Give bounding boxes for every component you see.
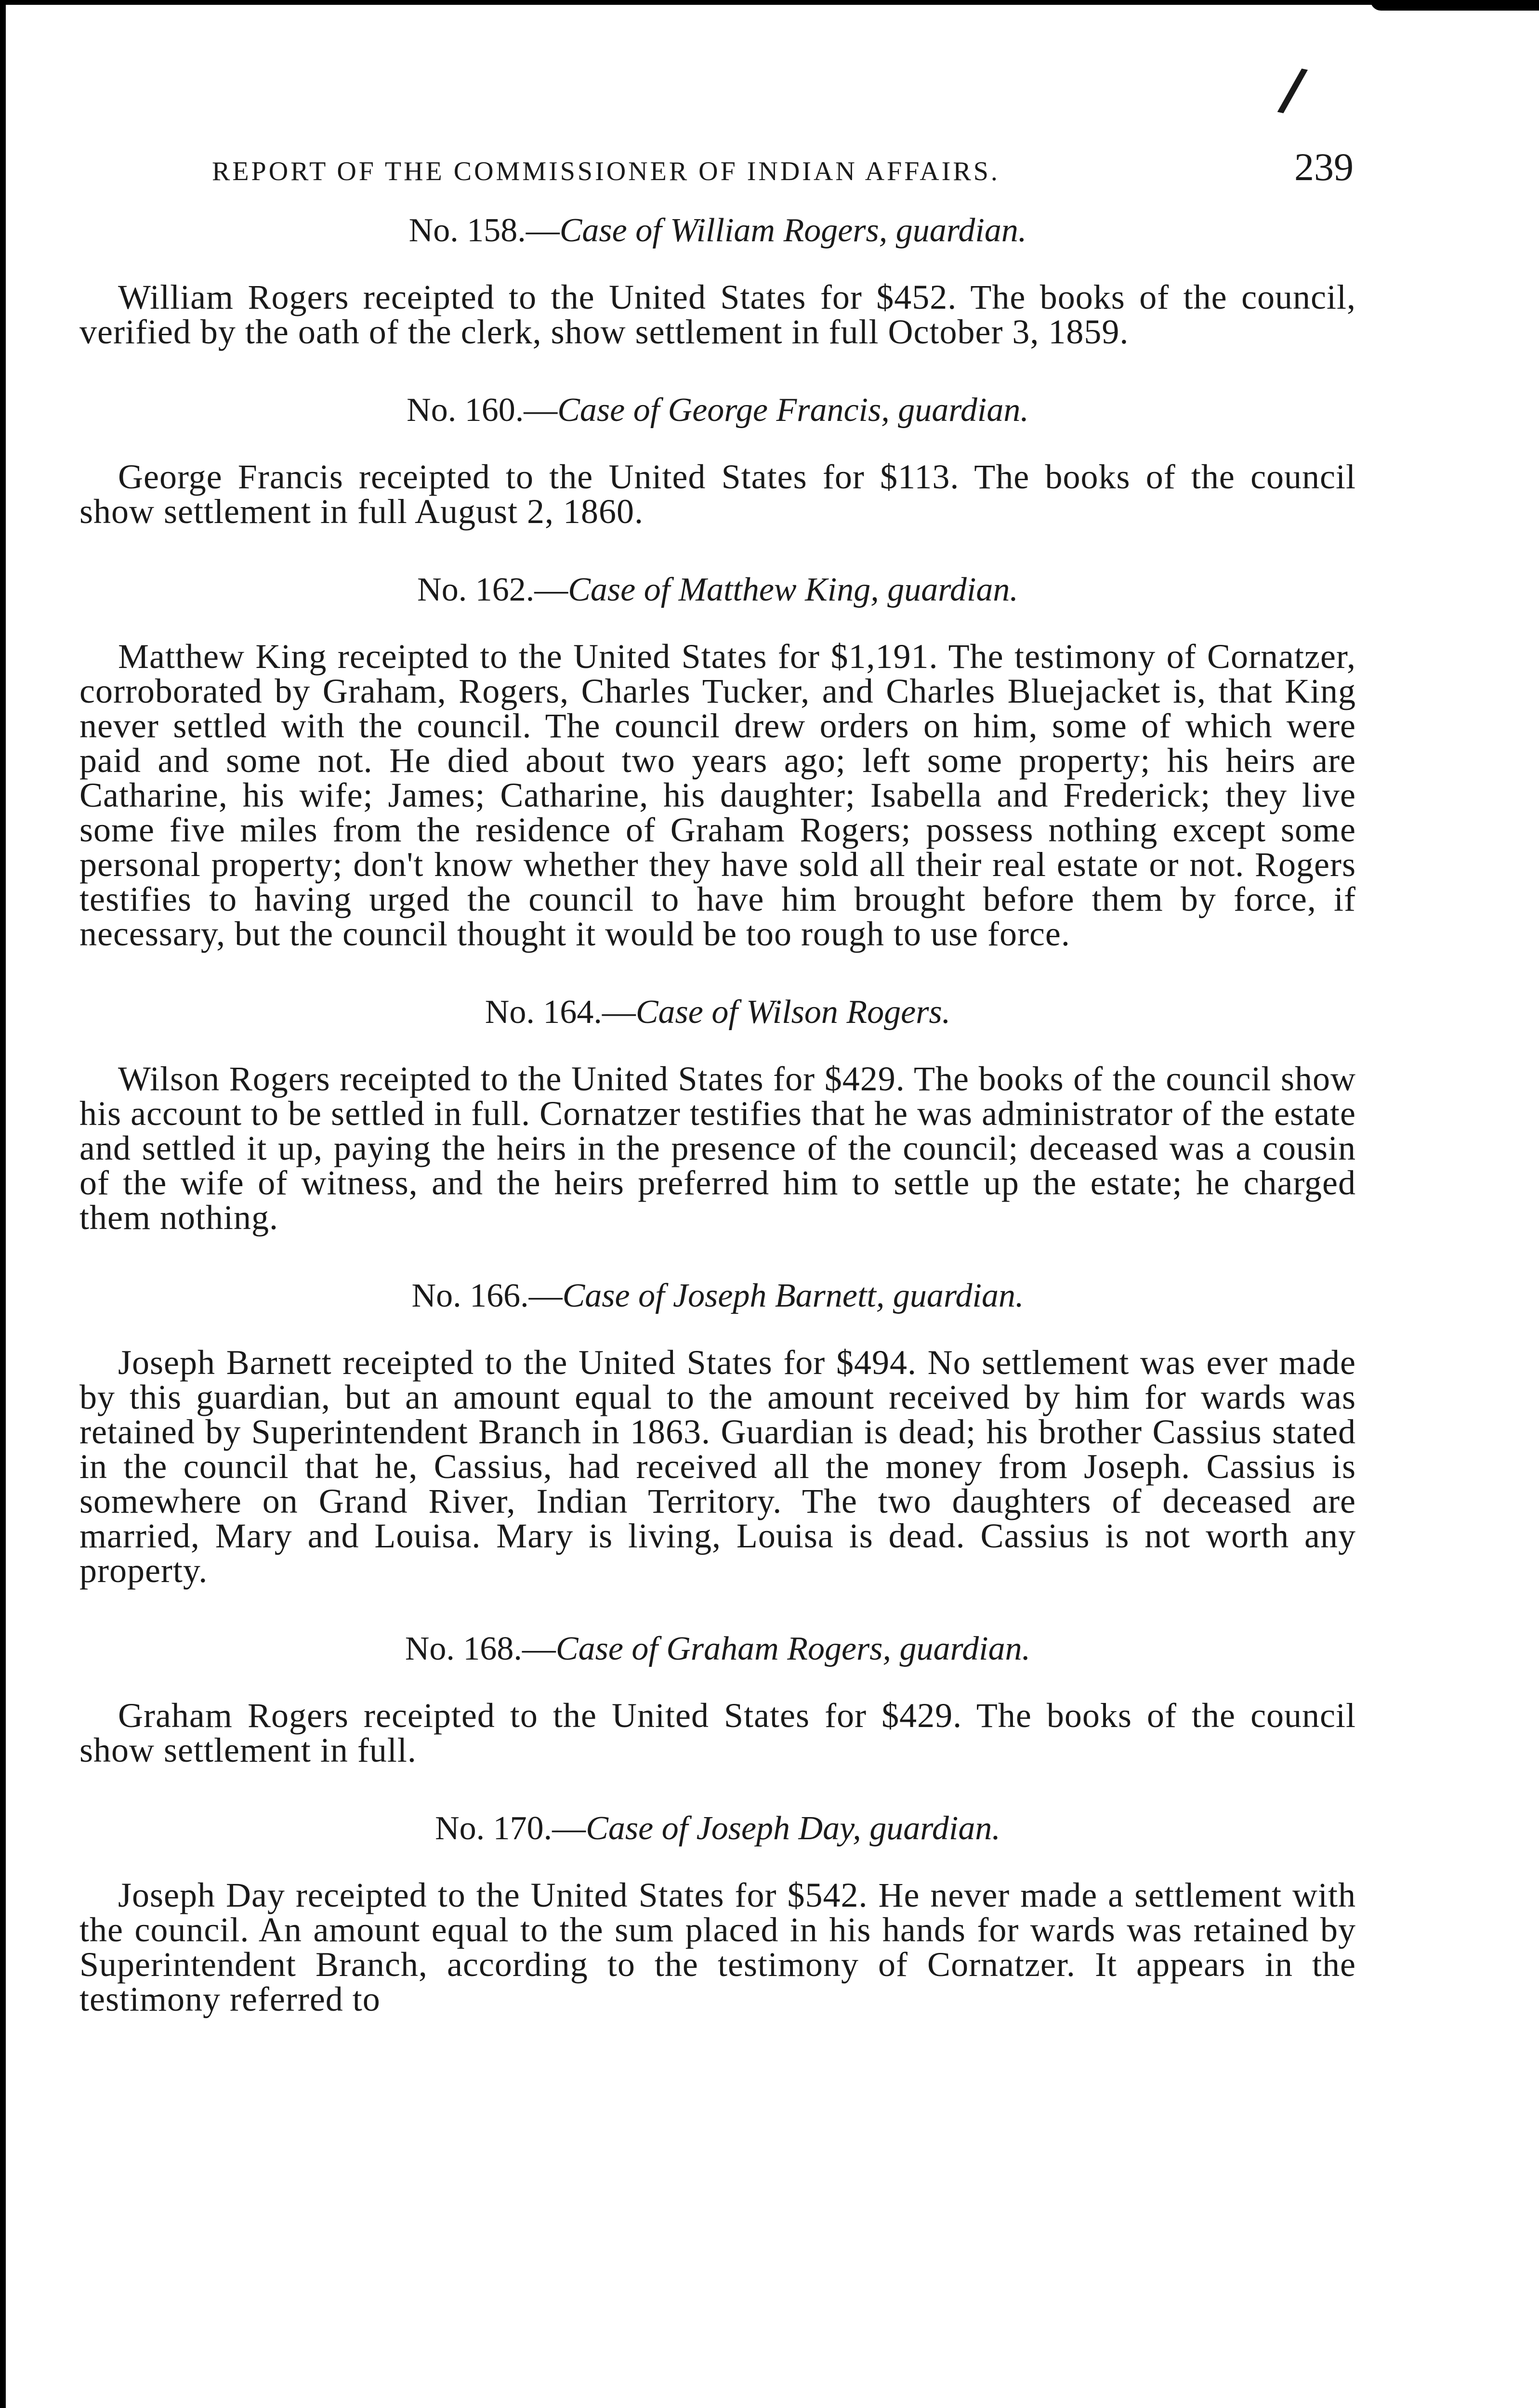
scan-corner-mark xyxy=(1370,0,1539,11)
case-title: Case of Wilson Rogers. xyxy=(635,994,951,1031)
case-number: No. 162.— xyxy=(417,571,568,608)
scan-border-top xyxy=(0,0,1539,5)
report-body xyxy=(79,212,1356,2059)
case-heading-170 xyxy=(79,1810,1356,1847)
case-number: No. 166.— xyxy=(411,1277,563,1314)
case-heading-164 xyxy=(79,994,1356,1031)
scan-border-left xyxy=(0,0,6,2408)
case-paragraph-168: Graham Rogers receipted to the United States for $429. The books of the council show settlement in full. xyxy=(79,1696,1356,1769)
case-title: Case of Joseph Barnett, guardian. xyxy=(562,1277,1024,1314)
case-heading-160 xyxy=(79,392,1356,429)
case-number: No. 158.— xyxy=(408,212,560,249)
case-title: Case of Graham Rogers, guardian. xyxy=(555,1630,1031,1667)
running-header xyxy=(212,144,1354,190)
case-paragraph-158: William Rogers receipted to the United States for $452. The books of the council, verified by the oath of the clerk, show settlement in full October 3, 1859. xyxy=(79,278,1356,351)
case-heading-168 xyxy=(79,1630,1356,1667)
case-paragraph-170: Joseph Day receipted to the United States for $542. He never made a settlement with the council. An amount equal to the sum placed in his hands for wards was retained by Superintendent Branch, according to the testimony of Cornatzer. It appears in the testimony referred to xyxy=(79,1876,1356,2018)
case-title: Case of Joseph Day, guardian. xyxy=(586,1810,1000,1847)
handwritten-folio-mark: / xyxy=(1275,53,1311,125)
case-paragraph-160: George Francis receipted to the United States for $113. The books of the council show settlement in full August 2, 1860. xyxy=(79,458,1356,531)
running-title: REPORT OF THE COMMISSIONER OF INDIAN AFFAIRS. xyxy=(212,157,1000,186)
case-paragraph-162: Matthew King receipted to the United States for $1,191. The testimony of Cornatzer, corroborated by Graham, Rogers, Charles Tucker, and Charles Bluejacket is, that King never settled with the council. The council drew orders on him, some of which were paid and some not. He died about two years ago; left some property; his heirs are Catharine, his wife; James; Catharine, his daughter; Isabella and Frederick; they live some five miles from the residence of Graham Rogers; possess nothing except some personal property; don't know whether they have sold all their real estate or not. Rogers testifies to having urged the council to have him brought before them by force, if necessary, but the council thought it would be too rough to use force. xyxy=(79,637,1356,953)
case-number: No. 164.— xyxy=(485,994,636,1031)
case-paragraph-166: Joseph Barnett receipted to the United States for $494. No settlement was ever made by this guardian, but an amount equal to the amount received by him for wards was retained by Superintendent Branch in 1863. Guardian is dead; his brother Cassius stated in the council that he, Cassius, had received all the money from Joseph. Cassius is somewhere on Grand River, Indian Territory. The two daughters of deceased are married, Mary and Louisa. Mary is living, Louisa is dead. Cassius is not worth any property. xyxy=(79,1343,1356,1590)
case-title: Case of George Francis, guardian. xyxy=(557,392,1029,429)
case-paragraph-164: Wilson Rogers receipted to the United States for $429. The books of the council show his account to be settled in full. Cornatzer testifies that he was administrator of the estate and settled it up, paying the heirs in the presence of the council; deceased was a cousin of the wife of witness, and the heirs preferred him to settle up the estate; he charged them nothing. xyxy=(79,1060,1356,1237)
case-title: Case of Matthew King, guardian. xyxy=(568,571,1018,608)
case-heading-162 xyxy=(79,571,1356,608)
case-heading-158 xyxy=(79,212,1356,249)
case-number: No. 168.— xyxy=(405,1630,556,1667)
case-heading-166 xyxy=(79,1277,1356,1314)
case-number: No. 160.— xyxy=(407,392,558,429)
case-title: Case of William Rogers, guardian. xyxy=(559,212,1027,249)
page-number: 239 xyxy=(1294,145,1354,189)
case-number: No. 170.— xyxy=(435,1810,586,1847)
